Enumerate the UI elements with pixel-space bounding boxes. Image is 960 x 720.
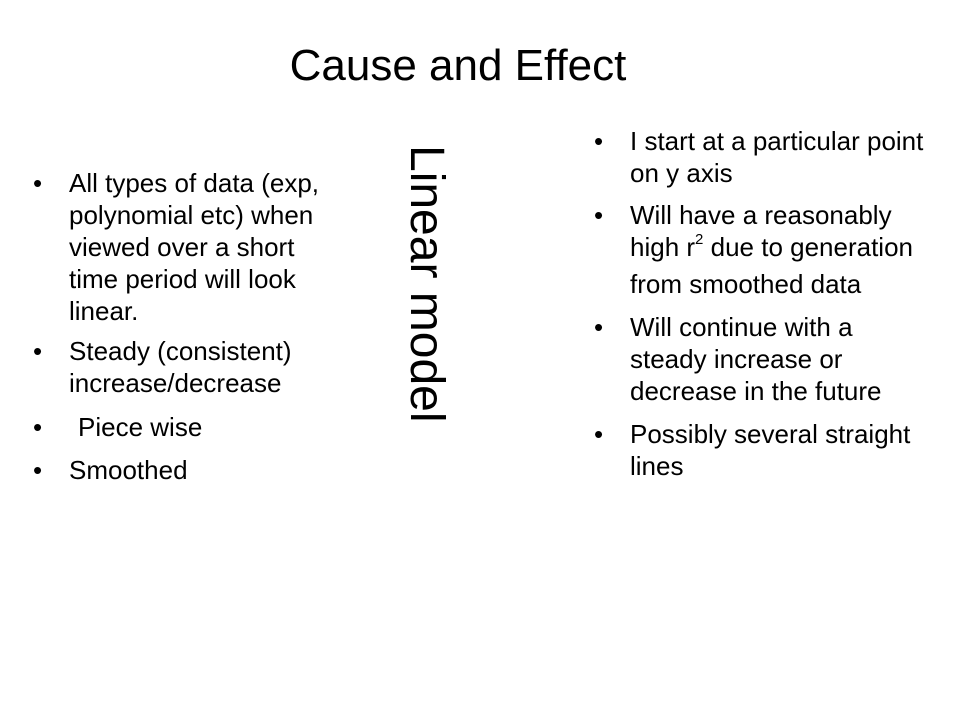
- slide-title: Cause and Effect: [289, 41, 627, 90]
- left-bullet-item: [33, 454, 333, 486]
- right-bullet-item: [594, 311, 924, 407]
- bullet-text: [630, 200, 913, 299]
- bullet-marker: •: [33, 168, 43, 198]
- vertical-label: Linear model: [400, 145, 453, 423]
- bullet-text: I start at a particular point on y axis: [630, 126, 924, 188]
- bullet-text: Steady (consistent) increase/decrease: [69, 336, 292, 398]
- bullet-text-part: Will have a reasonably high r: [630, 200, 892, 262]
- bullet-marker: •: [33, 455, 43, 485]
- bullet-text: Possibly several straight lines: [630, 419, 911, 481]
- bullet-marker: •: [594, 126, 604, 156]
- bullet-marker: •: [33, 336, 43, 366]
- left-bullet-item: [33, 335, 333, 399]
- bullet-text: All types of data (exp, polynomial etc) when viewed over a short time period will look linear.: [69, 168, 320, 326]
- bullet-text: Piece wise: [78, 412, 203, 442]
- bullet-marker: •: [594, 312, 604, 342]
- right-bullet-item: [594, 418, 924, 482]
- left-bullet-item: [33, 167, 333, 327]
- right-bullet-list: [594, 125, 924, 491]
- superscript: 2: [695, 231, 704, 248]
- bullet-marker: •: [594, 200, 604, 230]
- bullet-text-part: due to generation from smoothed data: [630, 232, 914, 299]
- bullet-marker: •: [33, 412, 43, 442]
- bullet-marker: •: [594, 419, 604, 449]
- left-bullet-item: [33, 411, 333, 443]
- bullet-text: Smoothed: [69, 455, 188, 485]
- left-bullet-list: [33, 167, 333, 486]
- bullet-text: Will continue with a steady increase or decrease in the future: [630, 312, 882, 406]
- right-bullet-item: [594, 125, 924, 189]
- right-bullet-item: [594, 199, 924, 300]
